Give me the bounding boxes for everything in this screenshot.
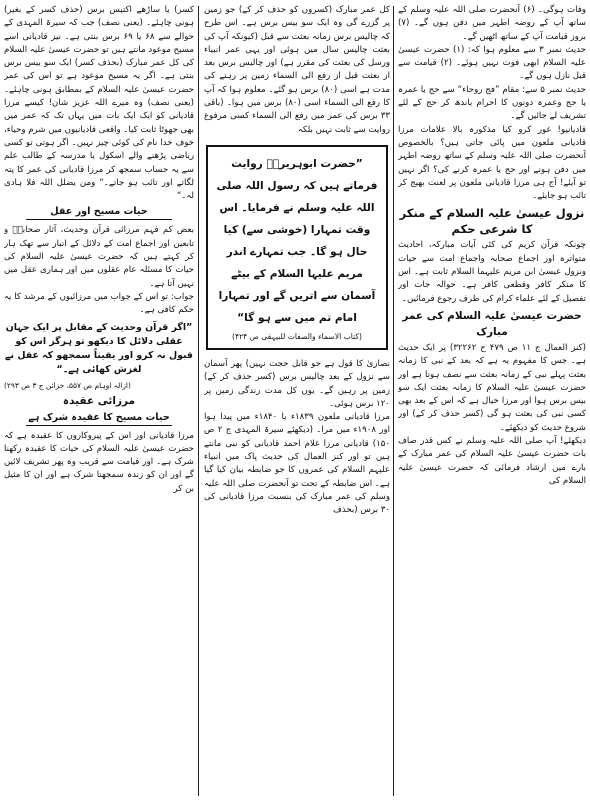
paragraph: کسر) یا ساڑھے اکتیس برس (حذف کسر کے بغیر) ہونی چاہئے۔ (یعنی نصف) جب کہ سیرۃ المہدی کے حوالے سے ۶۸ یا ۶۹ برس بنتی ہے۔ نیز قادیانی اسے مسیح موعود مانتے ہیں تو حضرت عیسیٰ علیہ السلام کی کل عمر مبارک (بحذف کسر) ایک سو بیس برس بنتی ہے۔ اگر یہ مسیح موعود ہے تو اس کی عمر حضرت عیسیٰ علیہ السلام کے بمطابق ہونی چاہئے۔ (یعنی نصف) وہ میرے اللہ عزیز شان! کیسے مرزا قادیانی کو ایک ایک بات میں یہاں تک کہ عمر میں بھی جھوٹا ثابت کیا۔ واقعی قادیانیوں میں شرم وحیاء، خوف خدا نام کی کوئی چیز نہیں۔ اگر ہوتی تو کسی ریاضی پڑھنے والے اسکول یا مدرسہ کے طالب علم سے یہ حساب سمجھ کر مرزا قادیانی کی عمر کا پتہ لگاتے اور تائب ہو جاتے۔“ ومن یضلل اللہ فلا ہادی لہ۔“ bbox=[4, 5, 194, 202]
paragraph: حدیث نمبر ۳ سے معلوم ہوا کہ: (۱) حضرت عیسیٰ علیہ السلام ابھی فوت نہیں ہوئے۔ (۲) قیامت سے قبل نازل ہوں گے۔ bbox=[398, 44, 586, 82]
section-heading: مرزائی عقیدہ bbox=[62, 394, 136, 407]
paragraph: مرزا قادیانی ملعون ۱۸۳۹ء یا ۱۸۴۰ء میں پیدا ہوا اور ۱۹۰۸ء میں مرا۔ (دیکھئے سیرۃ المہدی ج ۲ ص ۱۵۰) قادیانی مرزا غلام احمد قادیانی کو نبی مانتے ہیں تو اور کنز العمال کی حدیث پاک میں انبیاء علیہم السلام کی عمروں کا جو ضابطہ بیان کیا گیا ہے۔ اس ضابطہ کے تحت تو آنحضرت صلی اللہ علیہ وسلم کی عمر مبارک کی بنسبت مرزا قادیانی کی ۳۰ برس (بحذف bbox=[204, 412, 390, 516]
section-heading: حیات مسیح کا عقیدہ شرک ہے bbox=[26, 411, 172, 426]
middle-column bbox=[204, 4, 390, 798]
paragraph: وفات ہوگی۔ (۶) آنحضرت صلی اللہ علیہ وسلم کے ساتھ آپ کے روضہ اطہر میں دفن ہوں گے۔ (۷) بروز قیامت آپ کے ساتھ اٹھیں گے۔ bbox=[398, 5, 586, 42]
paragraph: جواب: تو اس کے جواب میں مرزائیوں کے مرشد کا یہ حکم کافی ہے۔ bbox=[4, 291, 194, 316]
reference-citation: (ازالہ اوہام ص ۵۵۷، خزائن ج ۳ ص ۲۹۳) bbox=[4, 380, 131, 390]
paragraph: (کنز العمال ج ۱۱ ص ۴۷۹ ح ۳۲۲۶۲) پر ایک حدیث ہے۔ جس کا مفہوم یہ ہے کہ بعد کے نبی کا زمانہ بعثت پہلے نبی کے زمانہ بعثت سے نصف ہوتا ہے اور حضرت عیسیٰ علیہ السلام کا زمانہ بعثت ایک سو بیس برس ہوا اور مرزا خیال ہے کہ اس کے بعد بھی کسی نبی کی بعثت ہو گی (کسر حذف کر کے) اور شروع حدیث کو دیکھئے۔ bbox=[398, 342, 586, 433]
paragraph: چونکہ قرآن کریم کی کئی آیات مبارکہ، احادیث متواترہ اور اجماع صحابہ واجماع امت سے حیات ونزول عیسیٰ ابن مریم علیہما السلام ثابت ہے۔ اس کا منکر کافر وقطعی کافر ہے۔ حوالہ جات اور تفصیل کے لئے علماء کرام کی طرف رجوع فرمائیں۔ bbox=[398, 240, 586, 304]
paragraph: مرزا قادیانی اور اس کے پیروکاروں کا عقیدہ ہے کہ حضرت عیسیٰ علیہ السلام کی حیات کا عقیدہ رکھنا شرک ہے۔ اور قیامت سے قریب وہ پھر تشریف لائیں گے اور ان کو زندہ سمجھنا شرک ہے اور ان کا مثیل بن کر bbox=[4, 430, 194, 494]
section-heading: حیات مسیح اور عقل bbox=[26, 205, 172, 220]
paragraph: کل عمر مبارک (کسروں کو حذف کر کے) جو زمین پر گزرے گی وہ ایک سو بیس برس ہے۔ اس طرح کہ چالیس برس زمانہ بعثت سے قبل (کیونکہ آپ کی بعثت چالیس سال میں ہوئی اور یہی عمر انبیاء ورسل کی بعثت کی مقرر ہے) اور چالیس برس بعد از بعثت قبل از رفع الی السماء زمین پر رہنے کی مدت ہے اسی (۸۰) برس ہو گئے۔ معلوم ہوا کہ آپ کا رفع الی السماء اسی (۸۰) برس میں ہوا۔ (باقی ۳۳ برس کی عمر میں رفع الی السماء کسی مرفوع روایت سے ثابت نہیں بلکہ bbox=[204, 5, 390, 135]
hadith-quote-box bbox=[206, 145, 388, 350]
paragraph: بعض کم فہم مرزائی قرآن وحدیث، آثار صحابہؓ و تابعین اور اجماع امت کے دلائل کے انبار سے تھک ہار کر کہتے ہیں کہ حضرت عیسیٰ علیہ السلام کی حیات کا مسئلہ عام عقلوں میں اور ہماری عقل میں نہیں آتا ہے۔ bbox=[4, 225, 194, 289]
paragraph: دیکھئے! آپ صلی اللہ علیہ وسلم نے کس قدر صاف بات حضرت عیسیٰ علیہ السلام کی عمر مبارک کے بارے میں ارشاد فرمائی کہ حضرت عیسیٰ علیہ السلام کی bbox=[398, 436, 586, 486]
section-heading: نزول عیسیٰ علیہ السلام کے منکر کا شرعی حکم bbox=[399, 206, 585, 237]
section-heading: حضرت عیسیٰ علیہ السلام کی عمر مبارک bbox=[402, 309, 582, 338]
hadith-quote-text: ”حضرت ابوہریرہؓ روایت فرماتے ہیں کہ رسول اللہ صلی اللہ علیہ وسلم نے فرمایا۔ اس وقت تمہارا (خوشی سے) کیا حال ہو گا۔ جب تمہارے اندر مریم علیہا السلام کے بیٹے آسمان سے اتریں گے اور تمہارا امام تم میں سے ہو گا“ bbox=[216, 157, 378, 324]
column-divider bbox=[393, 6, 394, 796]
paragraph: قادیانیو! غور کرو کیا مذکورہ بالا علامات مرزا قادیانی ملعون میں پائی جاتی ہیں؟ بالخصوص آنحضرت صلی اللہ علیہ وسلم کے ساتھ روضہ اطہر میں دفن ہونے اور حج یا عمرہ کرنے کی؟ اگر نہیں تو آیئے! آج ہی مرزا قادیانی ملعون پر لعنت بھیج کر تائب ہو جایئے۔ bbox=[398, 124, 586, 202]
hadith-quote-source: (کتاب الاسماء والصفات للبیہقی ص ۴۲۴) bbox=[232, 331, 362, 341]
paragraph: حدیث نمبر ۵ سے: مقام ”فج روحاء“ سے حج یا عمرہ یا حج وعمرہ دونوں کا احرام باندھ کر حج کے لئے تشریف لے جائیں گے۔ bbox=[398, 84, 586, 122]
paragraph: نصاریٰ کا قول ہے جو قابل حجت نہیں) پھر آسمان سے نزول کے بعد چالیس برس (کسر حذف کر کے) زمین پر رہیں گے۔ یوں کل مدت زندگی زمین پر ۱۲۰ برس ہوئی۔ bbox=[204, 358, 390, 409]
left-column bbox=[4, 4, 194, 798]
quoted-statement: ”اگر قرآن وحدیث کے مقابل پر ایک جہان عقلی دلائل کا دیکھو تو ہرگز اس کو قبول نہ کرو اور یقیناً سمجھو کہ عقل نے لغزش کھائی ہے۔“ bbox=[5, 321, 193, 375]
column-divider bbox=[198, 6, 199, 796]
right-column bbox=[398, 4, 586, 798]
